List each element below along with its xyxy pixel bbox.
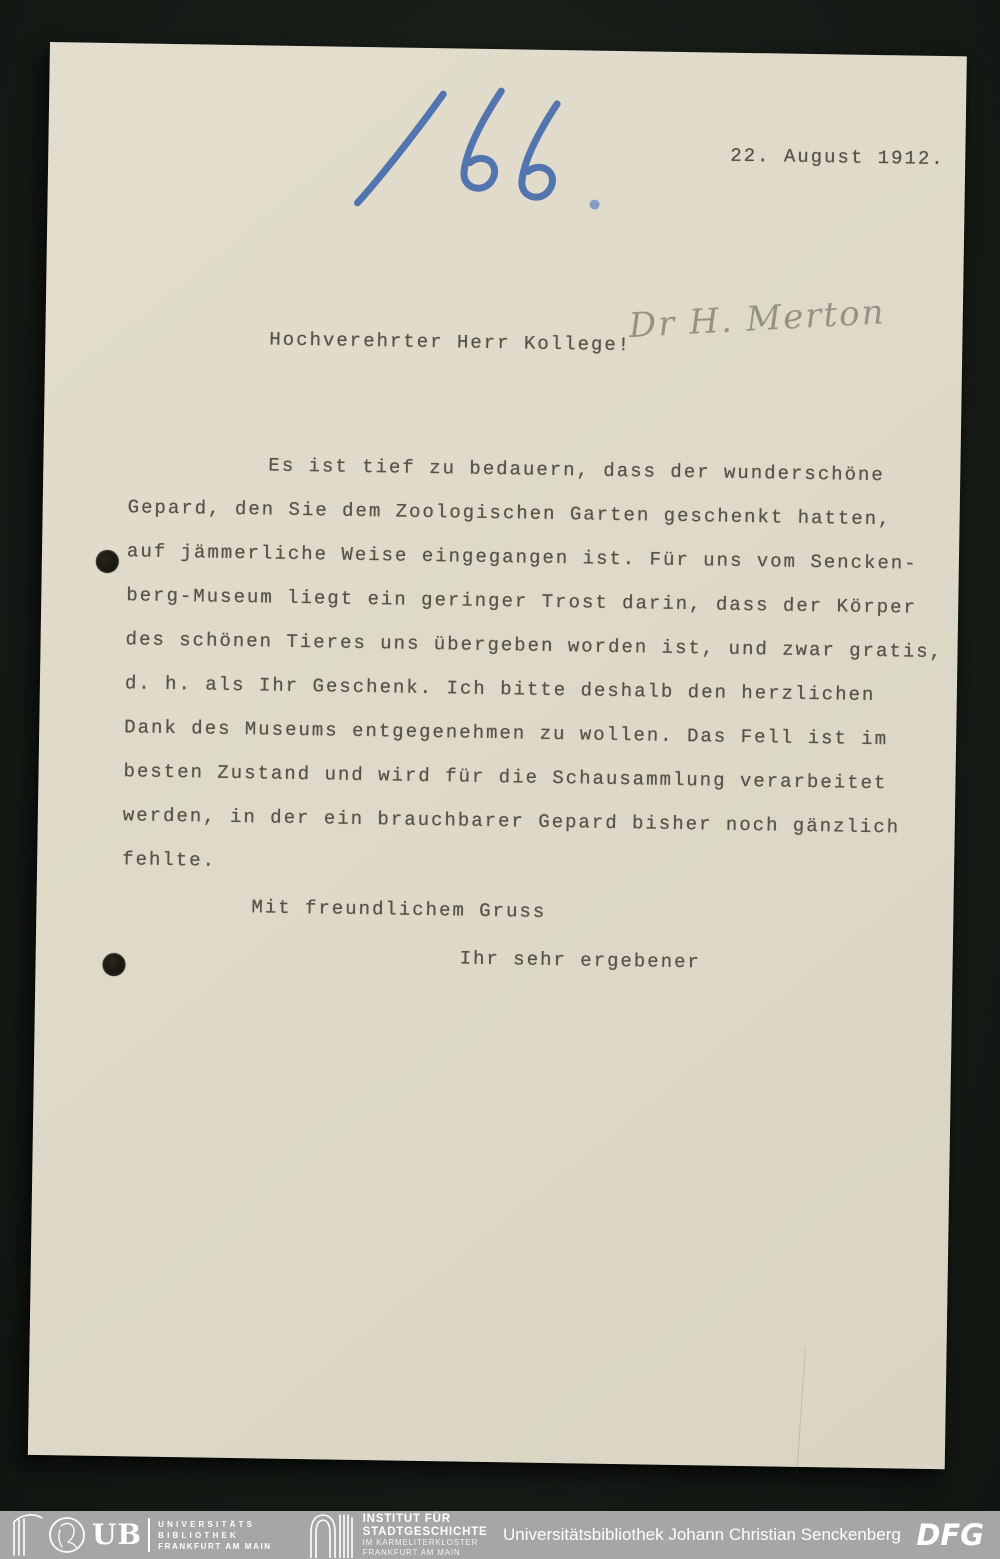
institut-text-line: INSTITUT FÜR	[362, 1513, 451, 1525]
dfg-logo: DFG	[916, 1518, 984, 1552]
ub-logo-text	[158, 1519, 272, 1552]
letter-line: Dank des Museums entgegenehmen zu wollen. Das Fell ist im	[124, 716, 889, 751]
ub-logo	[10, 1513, 272, 1557]
letter-page	[28, 42, 967, 1469]
letter-line: d. h. als Ihr Geschenk. Ich bitte deshalb den herzlichen	[124, 672, 876, 707]
institut-stadtgeschichte-logo	[308, 1512, 488, 1558]
letter-line: berg-Museum liegt ein geringer Trost darin, dass der Körper	[126, 584, 918, 619]
letter-line: fehlte.	[121, 848, 217, 872]
goethe-portrait-icon	[46, 1514, 88, 1556]
letter-signature: Ihr sehr ergebener	[459, 947, 702, 974]
institut-text-line: STADTGESCHICHTE	[362, 1525, 488, 1538]
institut-text-line: FRANKFURT AM MAIN	[362, 1547, 461, 1557]
letter-date: 22. August 1912.	[730, 144, 945, 171]
footer-bar	[0, 1511, 1000, 1559]
ub-text-line: UNIVERSITÄTS	[158, 1519, 256, 1529]
letter-salutation: Hochverehrter Herr Kollege!	[269, 328, 632, 357]
karmeliterkloster-arch-icon	[308, 1512, 354, 1558]
letter-line: werden, in der ein brauchbarer Gepard bisher noch gänzlich	[122, 804, 901, 839]
library-name-label: Universitätsbibliothek Johann Christian Senckenberg	[503, 1525, 901, 1544]
ub-initials: UB	[92, 1518, 143, 1551]
letter-body	[120, 441, 948, 988]
ub-text-line: BIBLIOTHEK	[158, 1530, 239, 1540]
punch-hole-top	[96, 550, 119, 573]
ub-logo-divider	[148, 1518, 150, 1552]
paper-crease	[796, 1349, 805, 1474]
letter-closing: Mit freundlichem Gruss	[251, 896, 547, 923]
letter-line: auf jämmerliche Weise eingegangen ist. Für uns vom Sencken-	[126, 540, 918, 575]
letter-line: Es ist tief zu bedauern, dass der wunderschöne	[268, 454, 885, 487]
book-pages-icon	[10, 1513, 44, 1557]
ub-text-line: FRANKFURT AM MAIN	[158, 1541, 272, 1551]
institut-text-line: IM KARMELITERKLOSTER	[362, 1538, 479, 1547]
letter-line: des schönen Tieres uns übergeben worden ist, und zwar gratis,	[125, 628, 944, 664]
institut-logo-text	[363, 1513, 488, 1557]
handwritten-page-number-166	[347, 81, 619, 217]
letter-line: Gepard, den Sie dem Zoologischen Garten geschenkt hatten,	[127, 496, 892, 531]
letter-line: besten Zustand und wird für die Schausammlung verarbeitet	[123, 760, 888, 795]
pencil-annotation-recipient: Dr H. Merton	[627, 292, 887, 347]
